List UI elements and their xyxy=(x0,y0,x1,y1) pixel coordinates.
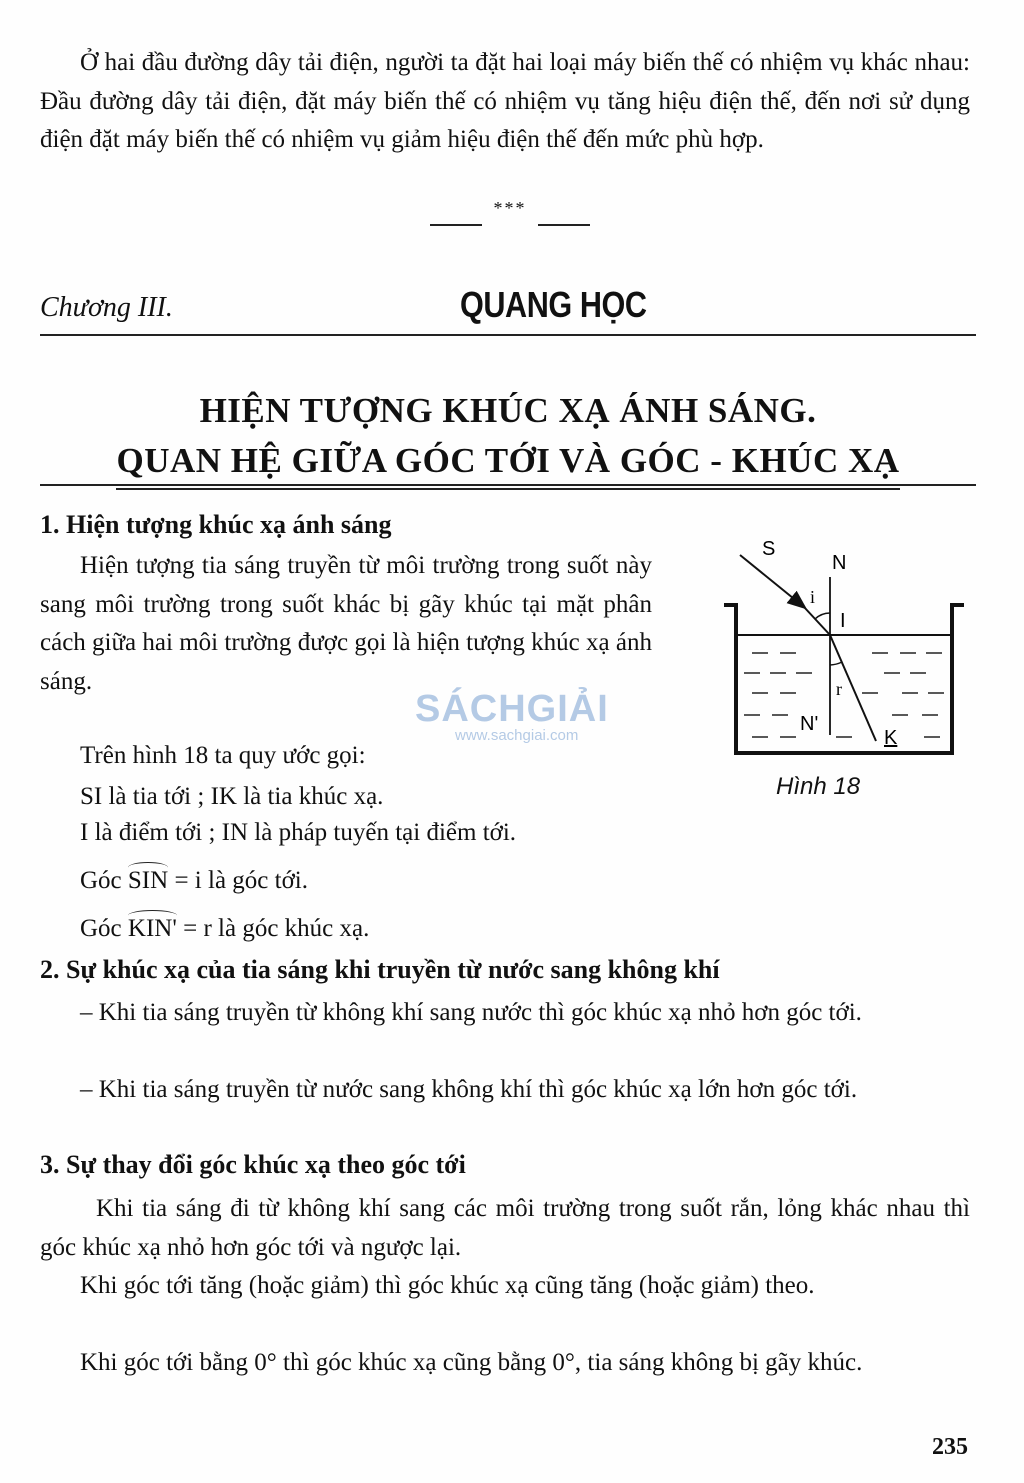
angle-r-arc xyxy=(830,662,842,665)
lesson-title-line1: HIỆN TƯỢNG KHÚC XẠ ÁNH SÁNG. xyxy=(199,391,817,430)
angle-r-suffix: = r là góc khúc xạ. xyxy=(183,915,370,942)
figure-caption: Hình 18 xyxy=(776,773,861,800)
label-N: N xyxy=(832,552,847,574)
angle-i-prefix: Góc xyxy=(80,867,122,894)
refraction-figure xyxy=(712,535,982,810)
section1-paragraph: Hiện tượng tia sáng truyền từ môi trường trong suốt này sang môi trường trong suốt khác bị gãy khúc tại mặt phân cách giữa hai môi trường được gọi là hiện tượng khúc xạ ánh sáng. xyxy=(40,552,652,695)
section1-heading: 1. Hiện tượng khúc xạ ánh sáng xyxy=(40,510,392,539)
watermark-name: SÁCHGIẢI xyxy=(415,688,609,730)
label-I: I xyxy=(840,610,846,632)
chapter-label: Chương III. xyxy=(40,292,173,323)
angle-i-arc xyxy=(815,613,830,619)
section1-convention: Trên hình 18 ta quy ước gọi: xyxy=(80,742,366,769)
section1-angle-r xyxy=(80,915,369,943)
angle-i-suffix: = i là góc tới. xyxy=(174,867,308,894)
section3-heading: 3. Sự thay đổi góc khúc xạ theo góc tới xyxy=(40,1150,466,1179)
section2-heading: 2. Sự khúc xạ của tia sáng khi truyền từ nước sang không khí xyxy=(40,955,720,984)
label-i: i xyxy=(810,587,816,607)
watermark-url: www.sachgiai.com xyxy=(455,727,579,744)
section3-para1: Khi tia sáng đi từ không khí sang các môi trường trong suốt rắn, lỏng khác nhau thì góc khúc xạ nhỏ hơn góc tới và ngược lại. xyxy=(40,1195,970,1261)
angle-r-prefix: Góc xyxy=(80,915,122,942)
angle-i-name: SIN xyxy=(127,867,169,894)
label-K: K xyxy=(884,727,898,749)
page-number: 235 xyxy=(932,1434,968,1460)
lesson-title-line2: QUAN HỆ GIỮA GÓC TỚI VÀ GÓC - KHÚC XẠ xyxy=(116,436,899,490)
lesson-title xyxy=(40,386,976,490)
lesson-rule xyxy=(40,484,976,486)
section1-rays: SI là tia tới ; IK là tia khúc xạ. xyxy=(80,783,384,810)
section2-item1: – Khi tia sáng truyền từ không khí sang nước thì góc khúc xạ nhỏ hơn góc tới. xyxy=(80,999,862,1026)
section1-angle-i xyxy=(80,867,308,895)
chapter-header xyxy=(40,282,976,332)
chapter-title: QUANG HỌC xyxy=(460,284,647,325)
section-separator: *** xyxy=(430,198,590,219)
label-r: r xyxy=(836,679,842,699)
intro-paragraph: Ở hai đầu đường dây tải điện, người ta đặt hai loại máy biến thế có nhiệm vụ khác nhau: Đầu đường dây tải điện, đặt máy biến thế có nhiệm vụ tăng hiệu điện thế, đến nơi sử dụng điện đặt máy biến thế có nhiệm vụ giảm hiệu điện thế đến mức phù hợp. xyxy=(40,49,970,153)
incident-ray xyxy=(740,555,804,607)
label-N-prime: N' xyxy=(800,713,819,735)
section3-para2: Khi góc tới tăng (hoặc giảm) thì góc khúc xạ cũng tăng (hoặc giảm) theo. xyxy=(80,1272,815,1299)
watermark xyxy=(415,688,615,744)
section2-item2: – Khi tia sáng truyền từ nước sang không khí thì góc khúc xạ lớn hơn góc tới. xyxy=(80,1076,858,1103)
angle-r-name: KIN' xyxy=(127,915,177,942)
section1-points: I là điểm tới ; IN là pháp tuyến tại điểm tới. xyxy=(80,819,517,846)
chapter-rule xyxy=(40,334,976,336)
label-S: S xyxy=(762,538,776,560)
section3-para3: Khi góc tới bằng 0° thì góc khúc xạ cũng bằng 0°, tia sáng không bị gãy khúc. xyxy=(80,1349,863,1376)
